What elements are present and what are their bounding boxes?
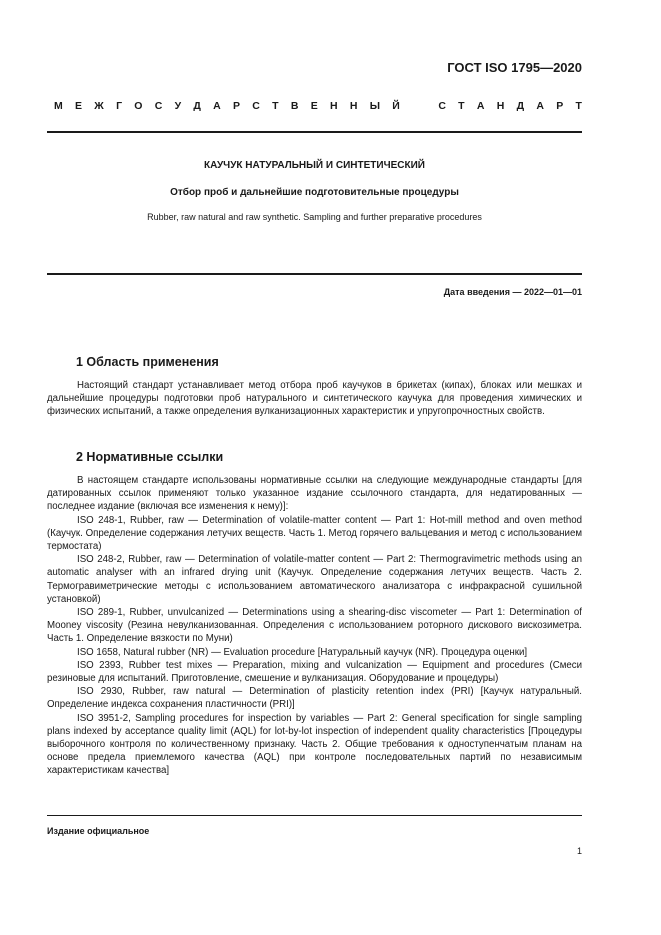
heading-letter: Е — [75, 100, 83, 112]
heading-letter: В — [290, 100, 299, 112]
section-2-intro-paragraph: В настоящем стандарте использованы нормативные ссылки на следующие международные стандарты [для датированных ссылок применяют только указанное издание ссылочного стандарта, для недатированных — последнее издание (включая все изменения к нему)]: — [47, 475, 582, 513]
heading-letter: Д — [193, 100, 201, 112]
heading-letter: Ж — [94, 100, 104, 112]
heading-letter: У — [174, 100, 182, 112]
heading-letter: Т — [272, 100, 279, 112]
reference-iso-3951-2: ISO 3951-2, Sampling procedures for inspection by variables — Part 2: General specification for single sampling plans indexed by acceptance quality limit (AQL) for lot-by-lot inspection of independent quality characteristics [Процедуры выборочного контроля по количественному признаку. Часть 2. Общие требования к одноступенчатым планам на основе предела приемлемого качества (AQL) при контроле последовательных партий по независимым характеристикам качества] — [47, 712, 582, 777]
page-number: 1 — [576, 846, 582, 856]
reference-iso-1658: ISO 1658, Natural rubber (NR) — Evaluation procedure [Натуральный каучук (NR). Процедура оценки] — [77, 646, 528, 658]
interstate-standard-heading — [54, 100, 582, 112]
heading-letter: Ы — [369, 100, 380, 112]
heading-letter: Р — [233, 100, 241, 112]
document-subtitle: Отбор проб и дальнейшие подготовительные процедуры — [170, 187, 459, 198]
heading-letter: С — [154, 100, 163, 112]
section-2-heading: 2 Нормативные ссылки — [76, 450, 224, 464]
section-1-paragraph: Настоящий стандарт устанавливает метод отбора проб каучуков в брикетах (кипах), блоках или мешках и дальнейшие процедуры подготовки проб натурального и синтетического каучука для проведения химических и физических испытаний, а также определения вулканизационных характеристик и упругопрочностных свойств. — [47, 380, 582, 418]
heading-letter: С — [252, 100, 260, 112]
reference-iso-2930: ISO 2930, Rubber, raw natural — Determination of plasticity retention index (PRI) [Каучук натуральный. Определение индекса сохранения пластичности (PRI)] — [47, 686, 582, 711]
section-2-body — [47, 474, 582, 778]
document-title: КАУЧУК НАТУРАЛЬНЫЙ И СИНТЕТИЧЕСКИЙ — [204, 160, 425, 171]
heading-letter — [412, 100, 426, 112]
standard-code: ГОСТ ISO 1795—2020 — [447, 60, 582, 75]
heading-letter: Н — [496, 100, 505, 112]
heading-letter: Р — [556, 100, 564, 112]
heading-letter: О — [134, 100, 143, 112]
section-1-heading: 1 Область применения — [76, 355, 219, 369]
heading-letter: Т — [575, 100, 582, 112]
document-title-english: Rubber, raw natural and raw synthetic. Sampling and further preparative procedures — [147, 212, 482, 222]
reference-iso-248-1: ISO 248-1, Rubber, raw — Determination of volatile-matter content — Part 1: Hot-mill method and oven method (Каучук. Определение содержания летучих веществ. Часть 1. Метод горячего вальцевания и метод с использованием термостата) — [47, 514, 582, 553]
introduction-date: Дата введения — 2022—01—01 — [443, 287, 582, 297]
header-divider — [47, 131, 582, 133]
reference-iso-248-2: ISO 248-2, Rubber, raw — Determination of volatile-matter content — Part 2: Thermogravimetric methods using an automatic analyser with an infrared drying unit (Каучук. Определение содержания летучих веществ. Часть 2. Термогравиметрические методы с использованием автоматического анализатора с инфракрасной сушильной установкой) — [47, 554, 582, 605]
official-edition-label: Издание официальное — [47, 826, 150, 836]
heading-letter: Г — [116, 100, 123, 112]
title-divider — [47, 273, 582, 275]
heading-letter: А — [213, 100, 221, 112]
reference-iso-2393: ISO 2393, Rubber test mixes — Preparation, mixing and vulcanization — Equipment and procedures (Смеси резиновые для испытаний. Приготовление, смешение и вулканизация. Оборудование и процедуры) — [47, 659, 582, 685]
heading-letter: Н — [349, 100, 358, 112]
heading-letter: А — [536, 100, 544, 112]
section-1-body — [47, 379, 582, 419]
reference-iso-289-1: ISO 289-1, Rubber, unvulcanized — Determinations using a shearing-disc viscometer — Part 1: Determination of Mooney viscosity (Резина невулканизованная. Определения с использованием роторного дискового вискозиметра. Часть 1. Определение вязкости по Муни) — [47, 607, 582, 645]
footer-divider — [47, 815, 582, 816]
heading-letter: Т — [458, 100, 465, 112]
heading-letter: Н — [329, 100, 338, 112]
heading-letter: Е — [310, 100, 318, 112]
heading-letter: Й — [392, 100, 400, 112]
heading-letter: М — [54, 100, 63, 112]
heading-letter: Д — [516, 100, 525, 112]
heading-letter: С — [438, 100, 446, 112]
heading-letter: А — [476, 100, 485, 112]
